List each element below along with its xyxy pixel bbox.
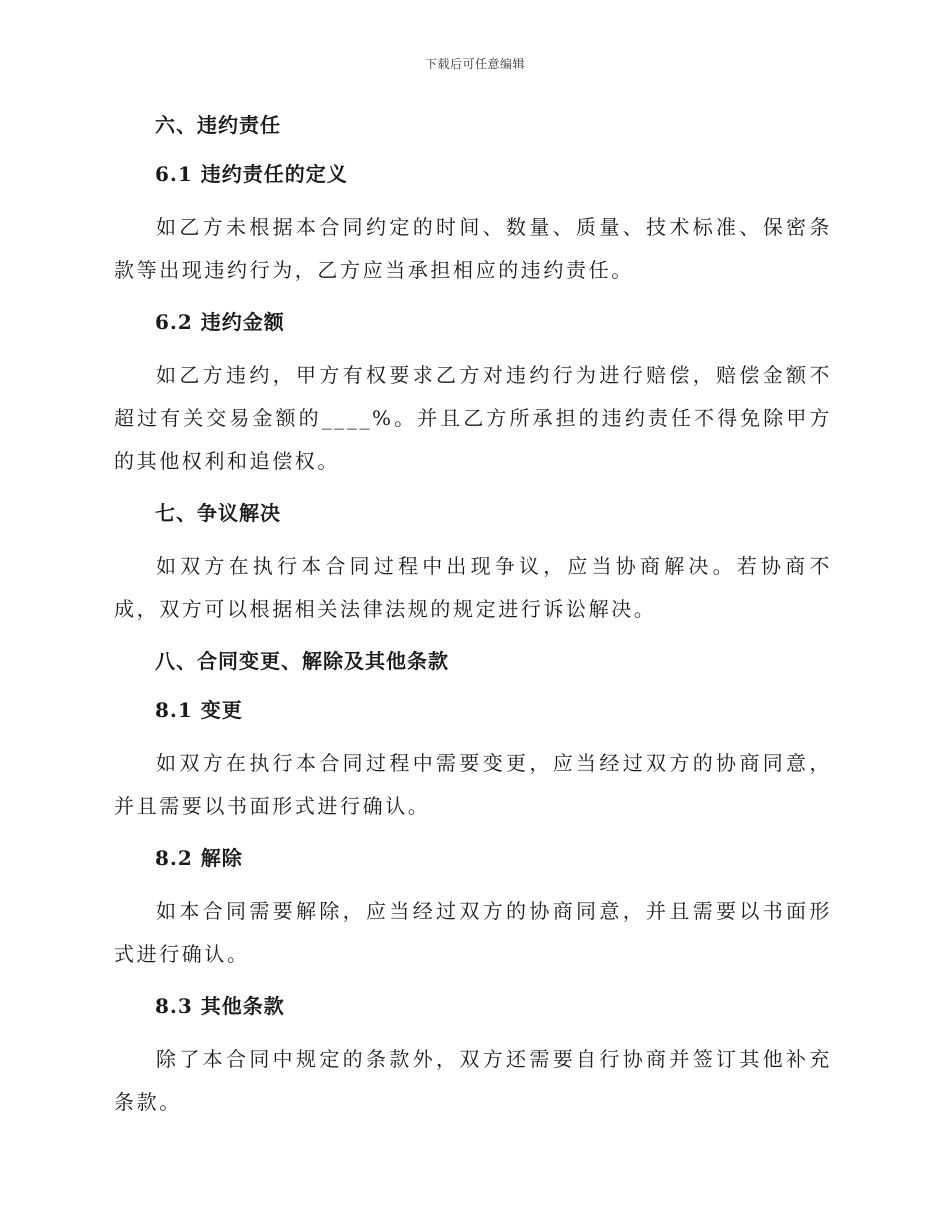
section-6-1-paragraph: 如乙方未根据本合同约定的时间、数量、质量、技术标准、保密条款等出现违约行为，乙方应当承担相应的违约责任。	[114, 215, 832, 282]
section-8-1-heading: 8.1 变更	[155, 698, 243, 722]
document-body	[114, 108, 832, 1137]
section-6-2-paragraph: 如乙方违约，甲方有权要求乙方对违约行为进行赔偿，赔偿金额不超过有关交易金额的____%。并且乙方所承担的违约责任不得免除甲方的其他权利和追偿权。	[114, 363, 832, 473]
section-8-1-paragraph: 如双方在执行本合同过程中需要变更，应当经过双方的协商同意，并且需要以书面形式进行确认。	[114, 751, 832, 818]
section-7-paragraph: 如双方在执行本合同过程中出现争议，应当协商解决。若协商不成，双方可以根据相关法律法规的规定进行诉讼解决。	[114, 554, 832, 621]
section-8-3-heading: 8.3 其他条款	[155, 994, 285, 1018]
page-header: 下载后可任意编辑	[424, 57, 525, 71]
section-8-3-paragraph: 除了本合同中规定的条款外，双方还需要自行协商并签订其他补充条款。	[114, 1047, 832, 1114]
section-8-heading: 八、合同变更、解除及其他条款	[155, 649, 449, 673]
section-6-heading: 六、违约责任	[155, 113, 281, 137]
section-8-2-paragraph: 如本合同需要解除，应当经过双方的协商同意，并且需要以书面形式进行确认。	[114, 899, 832, 966]
section-7-heading: 七、争议解决	[155, 501, 281, 525]
section-6-2-heading: 6.2 违约金额	[155, 310, 285, 334]
section-6-1-heading: 6.1 违约责任的定义	[155, 162, 348, 186]
section-8-2-heading: 8.2 解除	[155, 846, 243, 870]
